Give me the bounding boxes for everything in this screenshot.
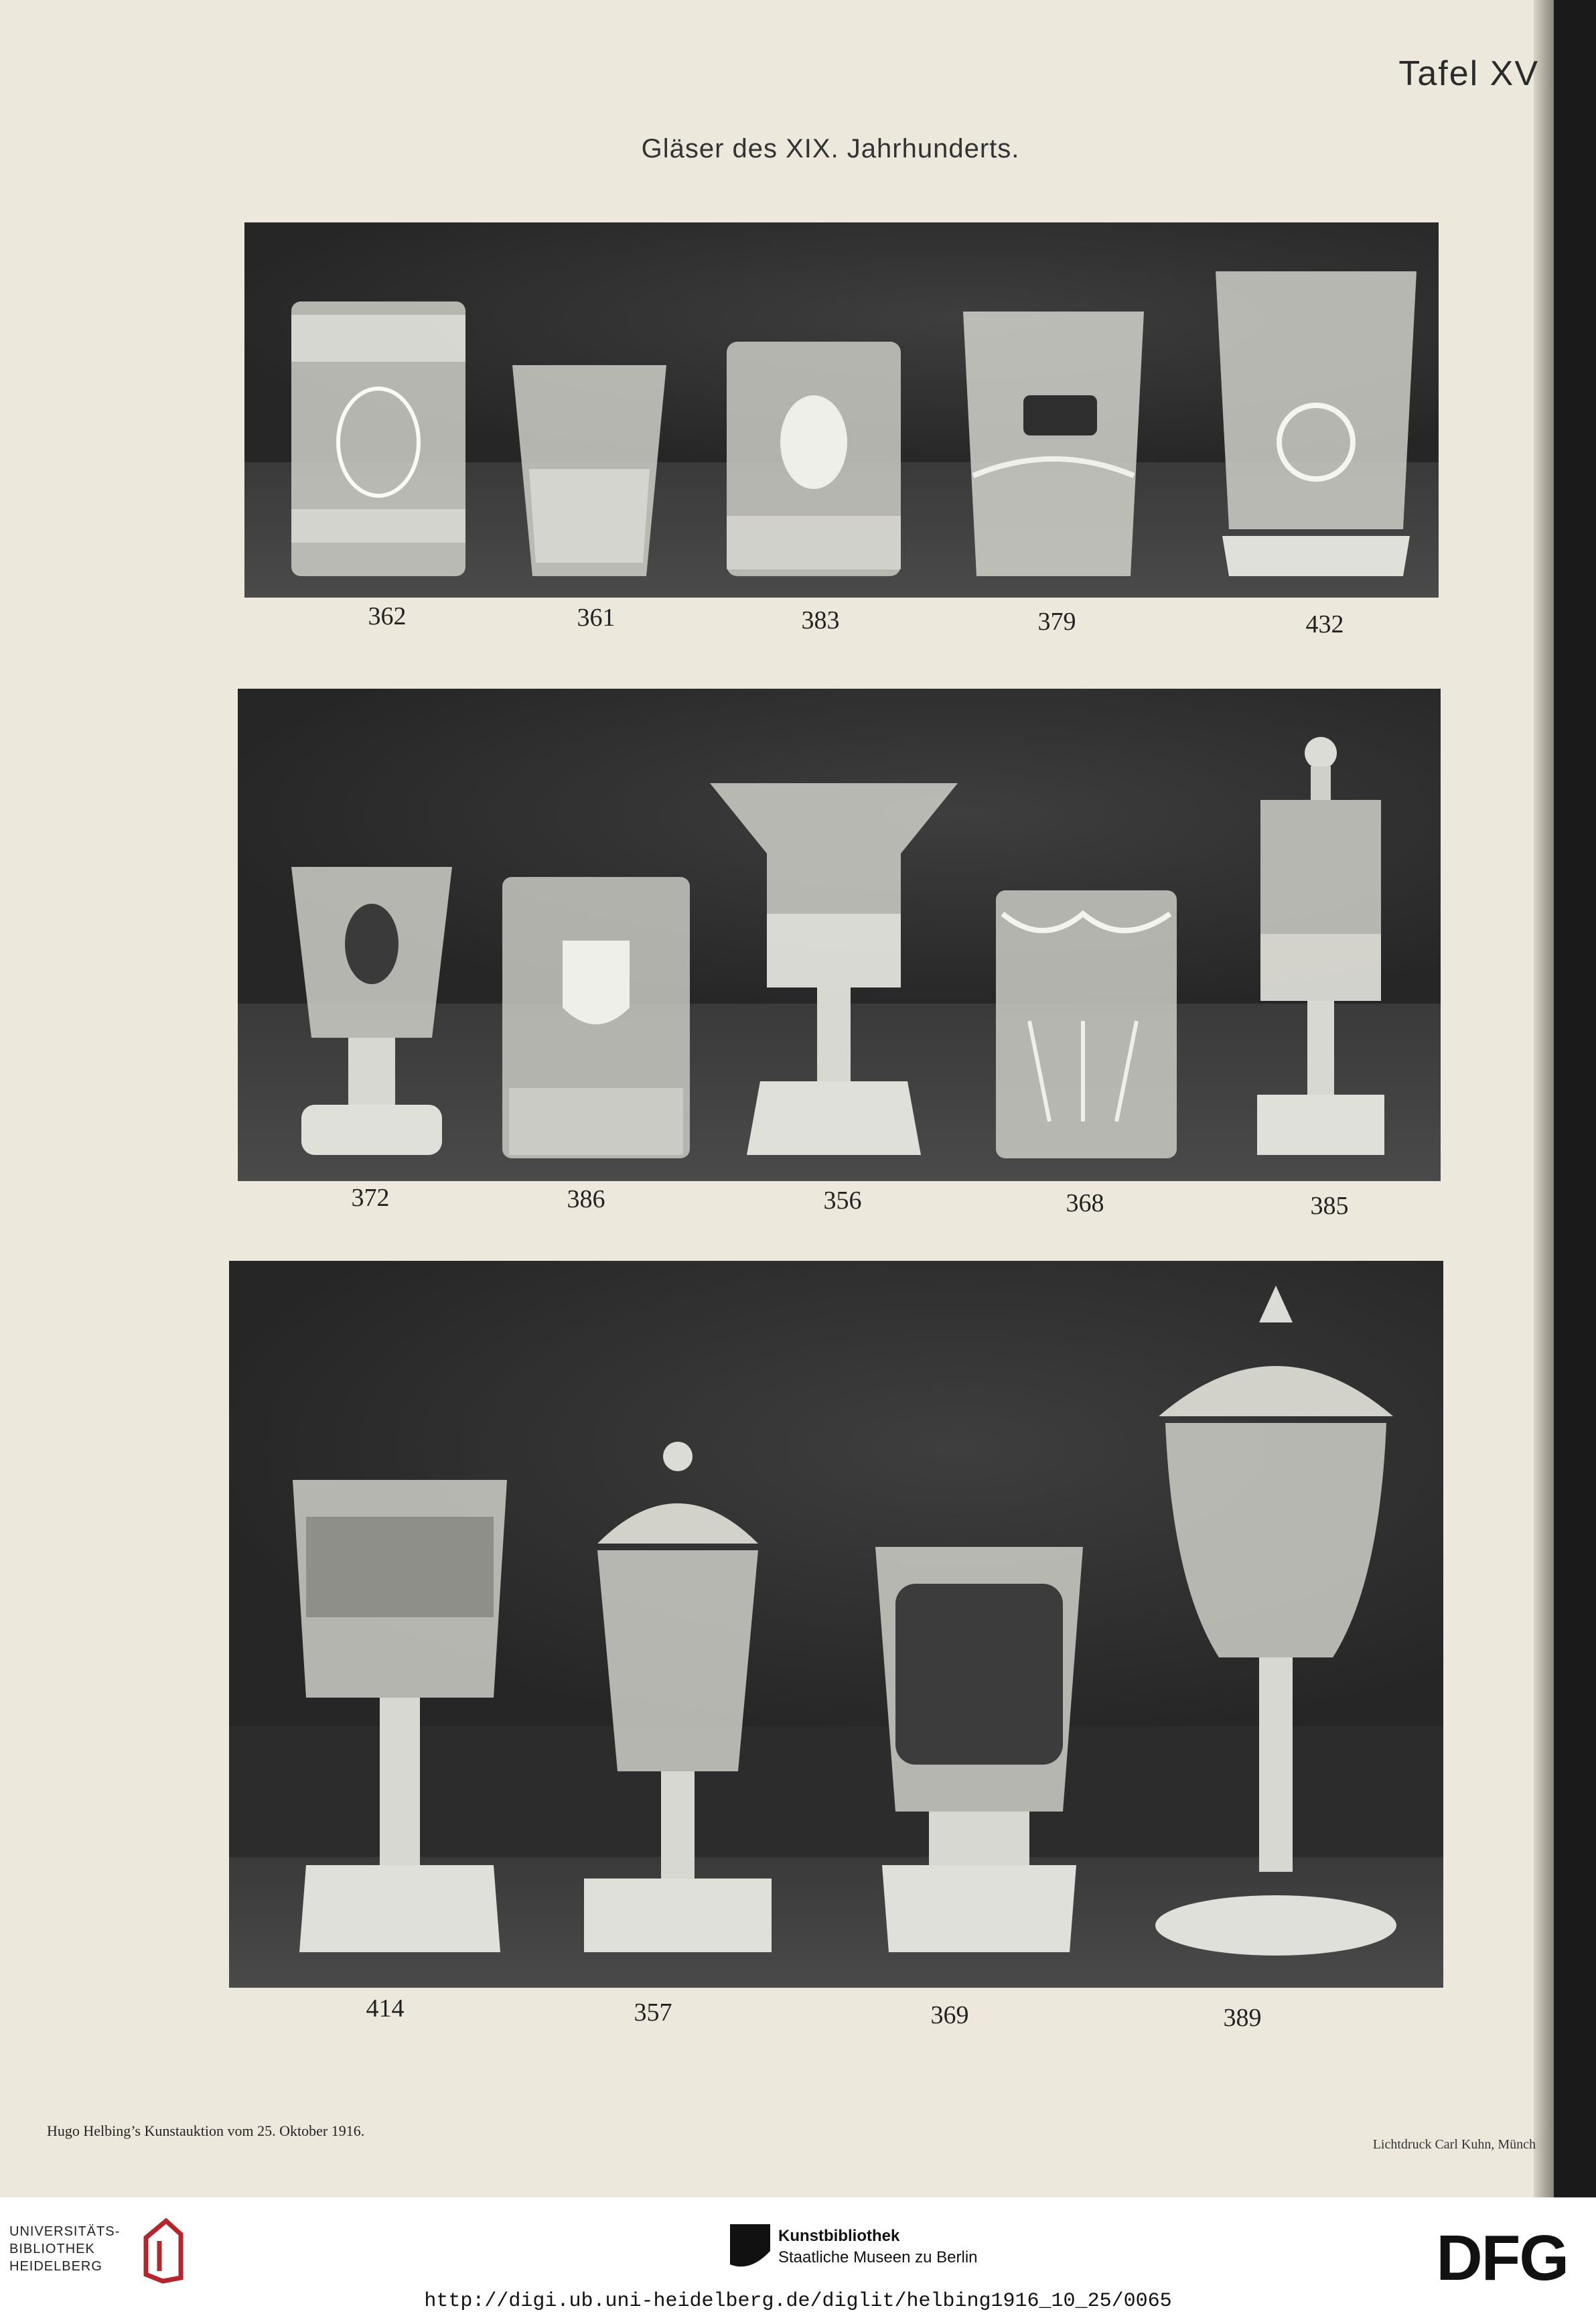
photo-row-1 [244, 222, 1439, 598]
glass-379-beaker [960, 308, 1147, 583]
caption-414: 414 [366, 1994, 405, 2023]
caption-379: 379 [1037, 608, 1076, 636]
caption-361: 361 [577, 604, 615, 632]
caption-389: 389 [1223, 2004, 1262, 2032]
ub-line-1: UNIVERSITÄTS- [9, 2224, 121, 2239]
caption-369: 369 [930, 2001, 969, 2029]
scan-edge [1554, 0, 1596, 2197]
caption-432: 432 [1305, 610, 1344, 638]
glass-362-beaker [285, 295, 472, 583]
ub-line-3: HEIDELBERG [9, 2259, 102, 2274]
caption-383: 383 [801, 606, 840, 634]
glass-383-beaker [720, 335, 908, 583]
page-binding-shadow [1534, 0, 1554, 2197]
plate-number: Tafel XV [1398, 54, 1539, 93]
footer-auction-note: Hugo Helbing’s Kunstauktion vom 25. Oktober 1916. [47, 2122, 365, 2139]
caption-357: 357 [634, 1998, 672, 2027]
glass-368-tumbler [989, 887, 1183, 1162]
caption-386: 386 [567, 1185, 605, 1213]
kb-title: Kunstbibliothek [778, 2227, 900, 2245]
glass-372-goblet [285, 864, 459, 1162]
glass-357-lidded-goblet [577, 1436, 778, 1959]
photo-row-3 [229, 1261, 1443, 1988]
glass-386-tumbler [496, 874, 697, 1162]
kb-subtitle: Staatliche Museen zu Berlin [778, 2248, 978, 2266]
glass-369-beaker [869, 1544, 1090, 1959]
kunstbibliothek-logo [778, 2226, 978, 2268]
glass-432-beaker [1209, 268, 1423, 583]
caption-362: 362 [368, 602, 407, 630]
ub-heidelberg-mark-icon [139, 2218, 188, 2285]
ub-line-2: BIBLIOTHEK [9, 2242, 95, 2256]
caption-385: 385 [1310, 1192, 1349, 1220]
ub-heidelberg-logo [9, 2223, 120, 2275]
caption-372: 372 [351, 1184, 390, 1212]
source-url[interactable]: http://digi.ub.uni-heidelberg.de/diglit/helbing1916_10_25/0065 [424, 2290, 1172, 2313]
glass-356-vase [707, 780, 961, 1162]
kunstbibliothek-mark-icon [730, 2224, 770, 2272]
plate-title: Gläser des XIX. Jahrhunderts. [641, 134, 1020, 163]
glass-389-pokal [1139, 1282, 1413, 1959]
photo-row-2 [238, 689, 1441, 1181]
glass-385-lidded-goblet [1244, 733, 1398, 1162]
glass-361-beaker [509, 362, 670, 583]
dfg-logo: DFG [1436, 2222, 1568, 2294]
footer-printer-note: Lichtdruck Carl Kuhn, Münch [1372, 2137, 1536, 2152]
caption-356: 356 [823, 1186, 862, 1215]
caption-368: 368 [1066, 1189, 1104, 1217]
glass-414-goblet [279, 1477, 520, 1959]
